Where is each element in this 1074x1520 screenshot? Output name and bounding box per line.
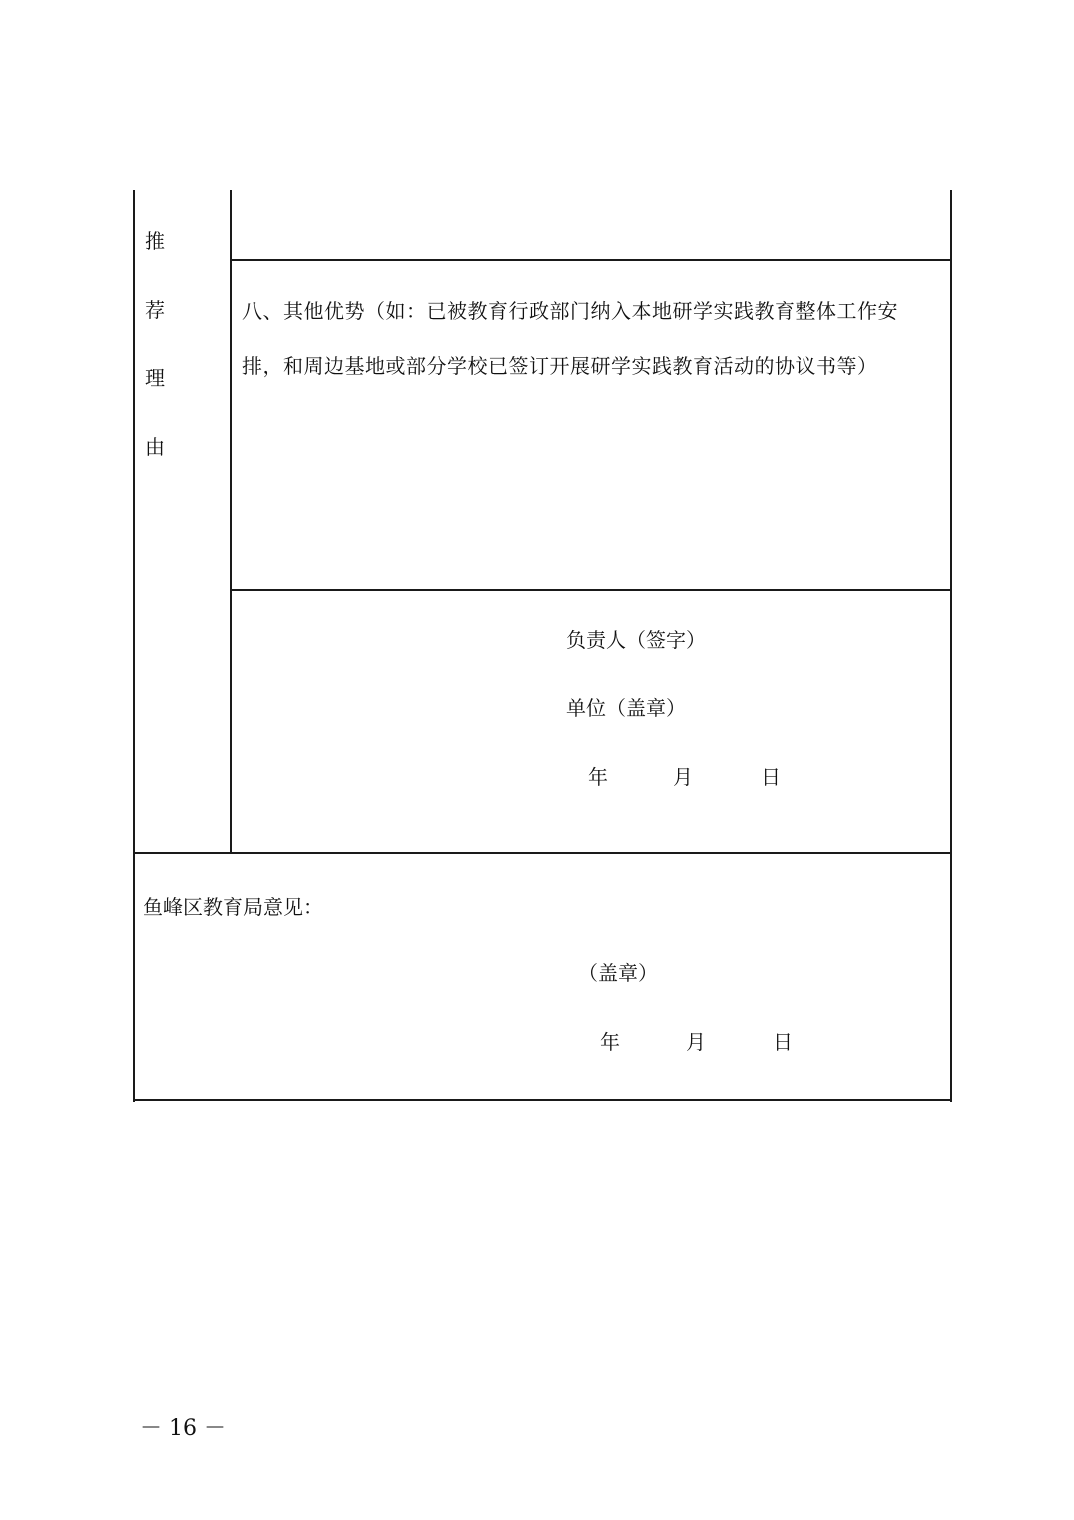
signature-year-label: 年 <box>588 765 608 789</box>
label-char-4: 由 <box>145 435 165 459</box>
label-char-2: 荐 <box>145 298 165 322</box>
label-char-1: 推 <box>145 229 165 253</box>
bureau-day-label: 日 <box>773 1030 793 1054</box>
bureau-year-label: 年 <box>600 1030 620 1054</box>
section8-text-line1: 八、其他优势（如：已被教育行政部门纳入本地研学实践教育整体工作安 <box>242 299 898 323</box>
table-border-left <box>133 190 135 1102</box>
signature-person-label: 负责人（签字） <box>566 628 706 652</box>
row-divider-2 <box>230 589 952 591</box>
page-number: － 16 － <box>140 1416 226 1441</box>
signature-unit-label: 单位（盖章） <box>566 696 686 720</box>
row-divider-3 <box>133 852 952 854</box>
bureau-month-label: 月 <box>686 1030 706 1054</box>
section8-text-line2: 排，和周边基地或部分学校已签订开展研学实践教育活动的协议书等） <box>242 354 878 378</box>
bureau-seal-label: （盖章） <box>578 961 658 985</box>
bureau-opinion-title: 鱼峰区教育局意见： <box>143 895 323 919</box>
table-border-bottom <box>133 1099 952 1101</box>
row-divider-1 <box>230 259 952 261</box>
signature-day-label: 日 <box>761 765 781 789</box>
label-column-divider <box>230 190 232 854</box>
signature-month-label: 月 <box>673 765 693 789</box>
table-border-right <box>950 190 952 1102</box>
label-char-3: 理 <box>145 366 165 390</box>
